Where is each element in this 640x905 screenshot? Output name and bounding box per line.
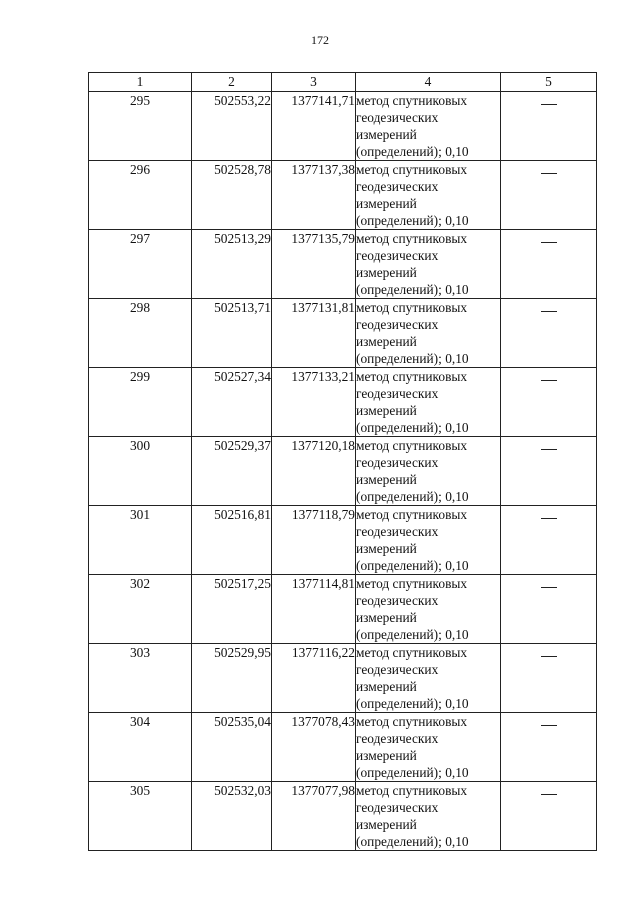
dash-mark <box>541 794 557 795</box>
y-coordinate-cell: 1377141,71 <box>272 92 356 161</box>
point-number-cell: 301 <box>89 506 192 575</box>
method-line: измерений <box>356 127 417 142</box>
x-coordinate-cell: 502527,34 <box>192 368 272 437</box>
note-cell <box>501 437 597 506</box>
method-line: метод спутниковых <box>356 507 468 522</box>
point-number-cell: 298 <box>89 299 192 368</box>
y-coordinate-cell: 1377078,43 <box>272 713 356 782</box>
note-cell <box>501 161 597 230</box>
y-coordinate-cell: 1377135,79 <box>272 230 356 299</box>
table-row <box>89 713 597 782</box>
method-line: измерений <box>356 679 417 694</box>
table-row <box>89 644 597 713</box>
method-line: метод спутниковых <box>356 369 468 384</box>
x-coordinate-cell: 502513,29 <box>192 230 272 299</box>
note-cell <box>501 644 597 713</box>
x-coordinate-cell: 502529,37 <box>192 437 272 506</box>
x-coordinate-cell: 502528,78 <box>192 161 272 230</box>
x-coordinate-cell: 502516,81 <box>192 506 272 575</box>
note-cell <box>501 713 597 782</box>
method-line: метод спутниковых <box>356 93 468 108</box>
method-line: геодезических <box>356 455 439 470</box>
method-line: геодезических <box>356 179 439 194</box>
method-line: метод спутниковых <box>356 783 468 798</box>
method-line: метод спутниковых <box>356 162 468 177</box>
point-number-cell: 304 <box>89 713 192 782</box>
method-line: геодезических <box>356 386 439 401</box>
x-coordinate-cell: 502553,22 <box>192 92 272 161</box>
y-coordinate-cell: 1377131,81 <box>272 299 356 368</box>
method-line: измерений <box>356 817 417 832</box>
method-line: (определений); 0,10 <box>356 282 469 297</box>
point-number-cell: 303 <box>89 644 192 713</box>
x-coordinate-cell: 502535,04 <box>192 713 272 782</box>
method-line: измерений <box>356 334 417 349</box>
method-line: геодезических <box>356 524 439 539</box>
table-row <box>89 368 597 437</box>
note-cell <box>501 506 597 575</box>
method-cell <box>356 437 501 506</box>
method-line: геодезических <box>356 662 439 677</box>
method-line: геодезических <box>356 248 439 263</box>
method-cell <box>356 92 501 161</box>
note-cell <box>501 230 597 299</box>
point-number-cell: 300 <box>89 437 192 506</box>
method-line: измерений <box>356 265 417 280</box>
table-row <box>89 161 597 230</box>
method-line: геодезических <box>356 317 439 332</box>
table-row <box>89 92 597 161</box>
table-row <box>89 437 597 506</box>
coordinates-table <box>88 72 597 851</box>
method-cell <box>356 368 501 437</box>
table-row <box>89 575 597 644</box>
table-row <box>89 506 597 575</box>
y-coordinate-cell: 1377120,18 <box>272 437 356 506</box>
method-cell <box>356 299 501 368</box>
column-header: 3 <box>272 73 356 92</box>
y-coordinate-cell: 1377077,98 <box>272 782 356 851</box>
method-line: измерений <box>356 196 417 211</box>
method-cell <box>356 230 501 299</box>
table-header-row <box>89 73 597 92</box>
y-coordinate-cell: 1377118,79 <box>272 506 356 575</box>
method-line: метод спутниковых <box>356 645 468 660</box>
column-header: 5 <box>501 73 597 92</box>
method-line: (определений); 0,10 <box>356 558 469 573</box>
method-line: измерений <box>356 610 417 625</box>
method-line: геодезических <box>356 731 439 746</box>
point-number-cell: 297 <box>89 230 192 299</box>
y-coordinate-cell: 1377114,81 <box>272 575 356 644</box>
method-line: (определений); 0,10 <box>356 420 469 435</box>
y-coordinate-cell: 1377133,21 <box>272 368 356 437</box>
method-line: метод спутниковых <box>356 576 468 591</box>
method-line: (определений); 0,10 <box>356 351 469 366</box>
note-cell <box>501 782 597 851</box>
x-coordinate-cell: 502529,95 <box>192 644 272 713</box>
method-line: геодезических <box>356 110 439 125</box>
method-cell <box>356 575 501 644</box>
point-number-cell: 295 <box>89 92 192 161</box>
dash-mark <box>541 587 557 588</box>
method-line: геодезических <box>356 593 439 608</box>
point-number-cell: 302 <box>89 575 192 644</box>
method-line: (определений); 0,10 <box>356 489 469 504</box>
x-coordinate-cell: 502532,03 <box>192 782 272 851</box>
column-header: 4 <box>356 73 501 92</box>
method-line: метод спутниковых <box>356 438 468 453</box>
method-line: (определений); 0,10 <box>356 213 469 228</box>
method-cell <box>356 644 501 713</box>
dash-mark <box>541 173 557 174</box>
method-line: метод спутниковых <box>356 714 468 729</box>
x-coordinate-cell: 502517,25 <box>192 575 272 644</box>
table-row <box>89 299 597 368</box>
method-line: измерений <box>356 541 417 556</box>
note-cell <box>501 299 597 368</box>
column-header: 1 <box>89 73 192 92</box>
method-line: измерений <box>356 472 417 487</box>
method-line: (определений); 0,10 <box>356 696 469 711</box>
dash-mark <box>541 725 557 726</box>
dash-mark <box>541 380 557 381</box>
x-coordinate-cell: 502513,71 <box>192 299 272 368</box>
note-cell <box>501 368 597 437</box>
y-coordinate-cell: 1377137,38 <box>272 161 356 230</box>
method-line: измерений <box>356 748 417 763</box>
note-cell <box>501 575 597 644</box>
dash-mark <box>541 311 557 312</box>
dash-mark <box>541 242 557 243</box>
y-coordinate-cell: 1377116,22 <box>272 644 356 713</box>
table-row <box>89 782 597 851</box>
page-number: 172 <box>311 33 329 47</box>
method-line: метод спутниковых <box>356 231 468 246</box>
method-line: (определений); 0,10 <box>356 765 469 780</box>
dash-mark <box>541 449 557 450</box>
method-line: метод спутниковых <box>356 300 468 315</box>
method-cell <box>356 782 501 851</box>
point-number-cell: 299 <box>89 368 192 437</box>
method-line: (определений); 0,10 <box>356 627 469 642</box>
method-cell <box>356 161 501 230</box>
point-number-cell: 296 <box>89 161 192 230</box>
method-line: измерений <box>356 403 417 418</box>
point-number-cell: 305 <box>89 782 192 851</box>
column-header: 2 <box>192 73 272 92</box>
method-cell <box>356 506 501 575</box>
method-cell <box>356 713 501 782</box>
dash-mark <box>541 104 557 105</box>
dash-mark <box>541 518 557 519</box>
method-line: геодезических <box>356 800 439 815</box>
dash-mark <box>541 656 557 657</box>
table-row <box>89 230 597 299</box>
method-line: (определений); 0,10 <box>356 834 469 849</box>
method-line: (определений); 0,10 <box>356 144 469 159</box>
note-cell <box>501 92 597 161</box>
